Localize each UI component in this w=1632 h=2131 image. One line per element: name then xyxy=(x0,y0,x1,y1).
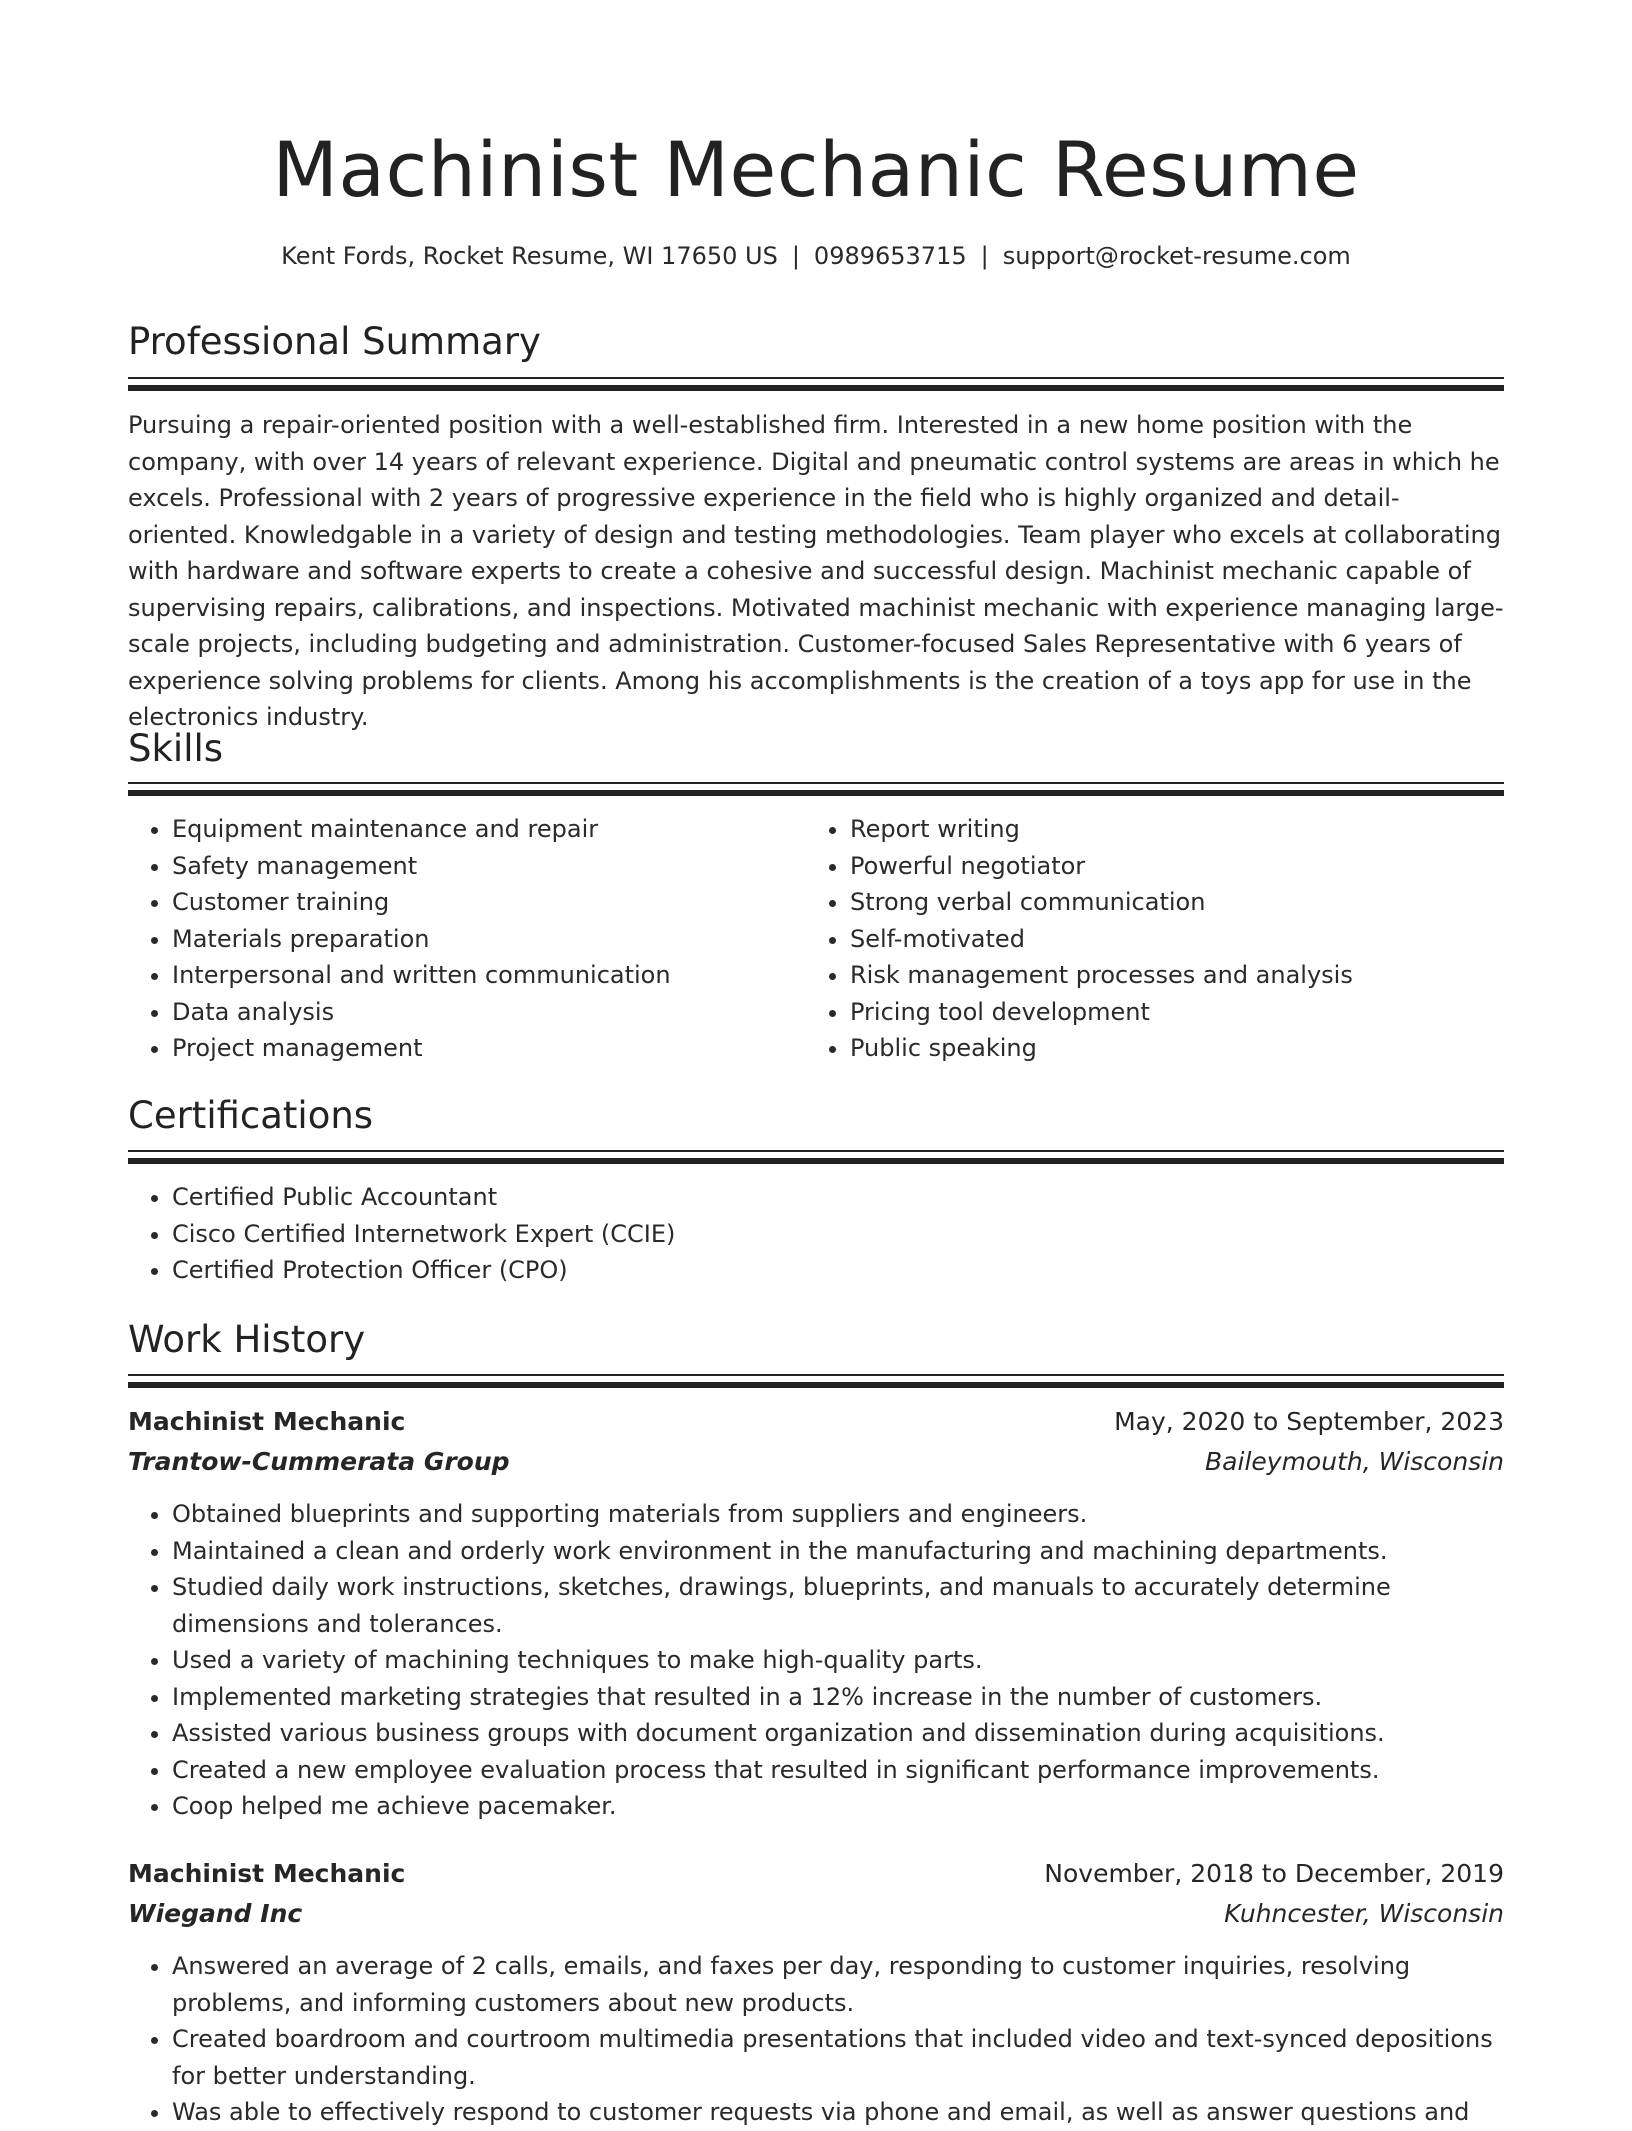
work-section-header xyxy=(128,1316,1504,1364)
job-subheader xyxy=(128,1896,1504,1932)
job-bullet: • Used a variety of machining techniques to make high-quality parts. xyxy=(172,1642,1504,1679)
skill-item: • Risk management processes and analysis xyxy=(850,957,1504,994)
resume-title: Machinist Mechanic Resume xyxy=(272,125,1360,214)
job-header xyxy=(128,1856,1504,1892)
section-divider xyxy=(128,385,1504,391)
skill-item: • Equipment maintenance and repair xyxy=(172,811,806,848)
job-bullet: • Maintained a clean and orderly work environment in the manufacturing and machining departments. xyxy=(172,1533,1504,1570)
summary-text: Pursuing a repair-oriented position with a well-established firm. Interested in a new home position with the company, with over 14 years of relevant experience. Digital and pneumatic control systems are areas in which he excels. Professional with 2 years of progressive experience in the field who is highly organized and detail-oriented. Knowledgable in a variety of design and testing methodologies. Team player who excels at collaborating with hardware and software experts to create a cohesive and successful design. Machinist mechanic capable of supervising repairs, calibrations, and inspections. Motivated machinist mechanic with experience managing large-scale projects, including budgeting and administration. Customer-focused Sales Representative with 6 years of experience solving problems for clients. Among his accomplishments is the creation of a toys app for use in the electronics industry. xyxy=(128,411,1504,731)
skill-item: • Report writing xyxy=(850,811,1504,848)
job-location: Baileymouth, Wisconsin xyxy=(1205,1447,1504,1476)
skills-list-left xyxy=(128,811,806,1067)
contact-separator: | xyxy=(791,242,800,270)
summary-heading: Professional Summary xyxy=(128,320,541,363)
job-bullet: • Studied daily work instructions, sketches, drawings, blueprints, and manuals to accurately determine dimensions and tolerances. xyxy=(172,1569,1504,1642)
certification-item: • Certified Public Accountant xyxy=(172,1179,1504,1216)
skills-section-header xyxy=(128,725,1504,773)
job-title: Machinist Mechanic xyxy=(128,1859,406,1888)
job-bullet: • Coop helped me achieve pacemaker. xyxy=(172,1788,1504,1825)
job-bullet: • Answered an average of 2 calls, emails, and faxes per day, responding to customer inquiries, resolving problems, and informing customers about new products. xyxy=(172,1948,1504,2021)
job-bullets xyxy=(128,1948,1504,2131)
skill-item: • Powerful negotiator xyxy=(850,848,1504,885)
job-bullet: • Was able to effectively respond to customer requests via phone and email, as well as answer questions and xyxy=(172,2094,1504,2131)
skill-item: • Project management xyxy=(172,1030,806,1067)
skill-item: • Pricing tool development xyxy=(850,994,1504,1031)
job-bullets xyxy=(128,1496,1504,1825)
job-dates: May, 2020 to September, 2023 xyxy=(1114,1407,1504,1436)
section-divider xyxy=(128,377,1504,379)
summary-section-header xyxy=(128,318,1504,366)
job-dates: November, 2018 to December, 2019 xyxy=(1044,1859,1504,1888)
job-company: Wiegand Inc xyxy=(128,1899,303,1928)
job-bullet: • Created boardroom and courtroom multimedia presentations that included video and text-synced depositions for better understanding. xyxy=(172,2021,1504,2094)
contact-line xyxy=(128,238,1504,274)
contact-address: Kent Fords, Rocket Resume, WI 17650 US xyxy=(281,242,778,270)
certifications-section-header xyxy=(128,1092,1504,1140)
skills-list-right xyxy=(806,811,1504,1067)
skill-item: • Safety management xyxy=(172,848,806,885)
section-divider xyxy=(128,1374,1504,1376)
section-divider xyxy=(128,1382,1504,1388)
skill-item: • Strong verbal communication xyxy=(850,884,1504,921)
section-divider xyxy=(128,1158,1504,1164)
contact-phone: 0989653715 xyxy=(813,242,967,270)
contact-email[interactable]: support@rocket-resume.com xyxy=(1002,242,1351,270)
job-header xyxy=(128,1404,1504,1440)
certification-item: • Certified Protection Officer (CPO) xyxy=(172,1252,1504,1289)
job-subheader xyxy=(128,1444,1504,1480)
skill-item: • Self-motivated xyxy=(850,921,1504,958)
job-bullet: • Obtained blueprints and supporting materials from suppliers and engineers. xyxy=(172,1496,1504,1533)
contact-separator: | xyxy=(980,242,989,270)
job-company: Trantow-Cummerata Group xyxy=(128,1447,510,1476)
skill-item: • Public speaking xyxy=(850,1030,1504,1067)
skill-item: • Materials preparation xyxy=(172,921,806,958)
section-divider xyxy=(128,782,1504,784)
skill-item: • Data analysis xyxy=(172,994,806,1031)
certification-item: • Cisco Certified Internetwork Expert (CCIE) xyxy=(172,1216,1504,1253)
certifications-list xyxy=(128,1179,1504,1289)
work-heading: Work History xyxy=(128,1318,366,1361)
job-bullet: • Implemented marketing strategies that resulted in a 12% increase in the number of customers. xyxy=(172,1679,1504,1716)
skill-item: • Interpersonal and written communication xyxy=(172,957,806,994)
section-divider xyxy=(128,790,1504,796)
job-bullet: • Assisted various business groups with document organization and dissemination during acquisitions. xyxy=(172,1715,1504,1752)
certifications-heading: Certifications xyxy=(128,1094,374,1137)
skills-heading: Skills xyxy=(128,727,224,770)
job-bullet: • Created a new employee evaluation process that resulted in significant performance improvements. xyxy=(172,1752,1504,1789)
skill-item: • Customer training xyxy=(172,884,806,921)
section-divider xyxy=(128,1150,1504,1152)
job-title: Machinist Mechanic xyxy=(128,1407,406,1436)
job-location: Kuhncester, Wisconsin xyxy=(1224,1899,1504,1928)
